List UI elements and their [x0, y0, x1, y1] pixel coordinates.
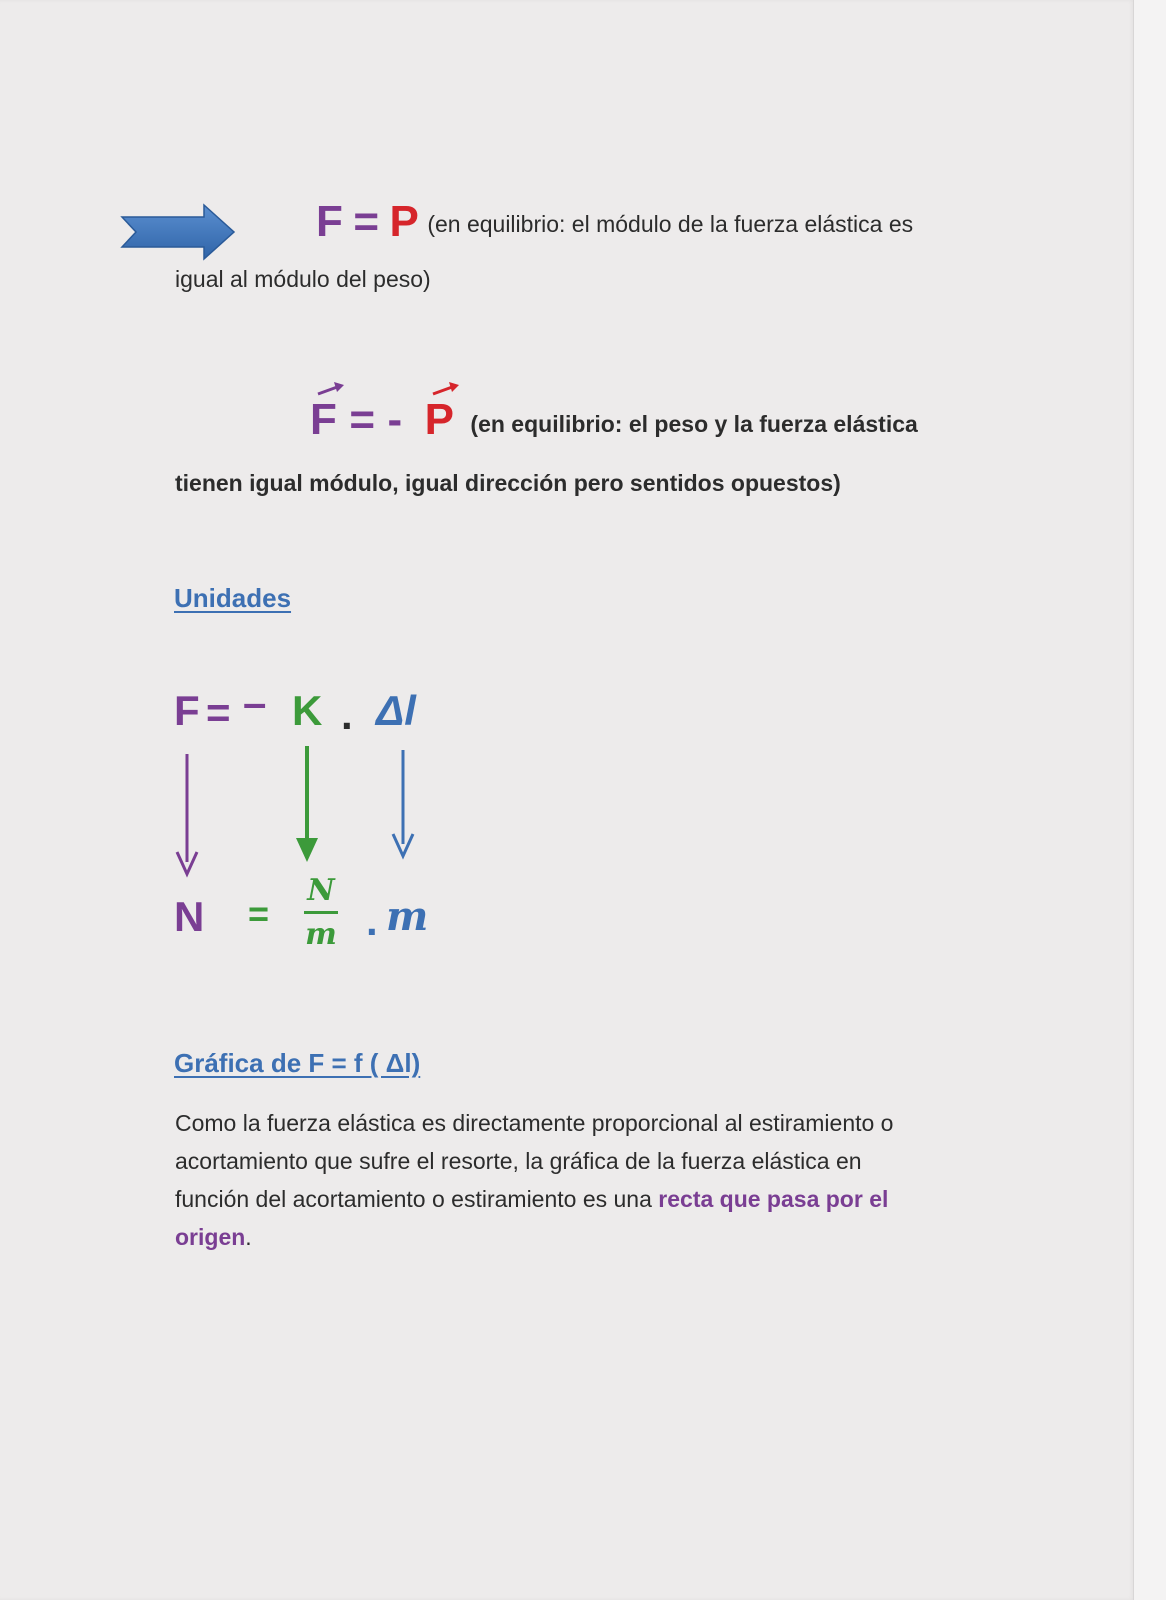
formula-minus: – [243, 679, 267, 726]
fraction-denominator: m [305, 917, 337, 952]
formula-equals: = [206, 689, 231, 736]
vector-arrow-icon [431, 380, 461, 398]
unit-dot: . [366, 897, 378, 944]
weight-vector [424, 395, 454, 444]
grafica-heading: Gráfica de F = f ( Δl) [174, 1048, 421, 1078]
right-arrow-icon [120, 203, 236, 261]
equals-sign: = [353, 197, 380, 246]
note-line-2: tienen igual módulo, igual dirección pero sentidos opuestos) [175, 470, 841, 496]
vector-arrow-icon [316, 380, 346, 398]
highlight-text-1: recta que pasa por el [658, 1186, 889, 1212]
force-symbol: F [316, 197, 343, 246]
down-arrow-icon [290, 744, 324, 866]
paragraph-line-3 [175, 1180, 965, 1218]
paragraph-line-4 [175, 1218, 965, 1256]
page-edge [1133, 0, 1166, 1600]
minus-sign: - [387, 395, 403, 444]
fraction-numerator: N [307, 873, 335, 908]
down-arrow-icon [170, 752, 204, 878]
force-vector-letter: F [310, 395, 337, 444]
fraction-bar [304, 911, 338, 914]
weight-symbol: P [389, 197, 419, 246]
grafica-paragraph [175, 1104, 965, 1256]
weight-vector-letter: P [424, 395, 454, 444]
note-line-1: (en equilibrio: el peso y la fuerza elástica [470, 411, 918, 437]
unidades-heading: Unidades [174, 583, 292, 613]
equation-vector [310, 395, 918, 444]
unit-meter: m [386, 893, 429, 940]
note-line-2: igual al módulo del peso) [175, 266, 431, 292]
paragraph-line-2: acortamiento que sufre el resorte, la gráfica de la fuerza elástica en [175, 1148, 862, 1174]
formula-f: F [174, 687, 200, 734]
note-line-1: (en equilibrio: el módulo de la fuerza elástica es [427, 211, 914, 237]
force-vector [310, 395, 337, 444]
unit-fraction [304, 874, 338, 951]
highlight-text-2: origen [175, 1224, 246, 1250]
formula-k: K [292, 687, 323, 734]
formula-delta-l: Δl [376, 687, 416, 734]
equation-magnitude [316, 197, 914, 246]
unit-equals: = [248, 893, 270, 934]
paragraph-line-3-text: función del acortamiento o estiramiento es una [175, 1186, 652, 1212]
equals-sign: = [349, 395, 376, 444]
paragraph-line-1: Como la fuerza elástica es directamente proporcional al estiramiento o [175, 1110, 894, 1136]
down-arrow-icon [386, 748, 420, 860]
paragraph-period: . [245, 1224, 252, 1250]
unit-newton: N [174, 893, 205, 940]
formula-dot: . [341, 691, 353, 738]
